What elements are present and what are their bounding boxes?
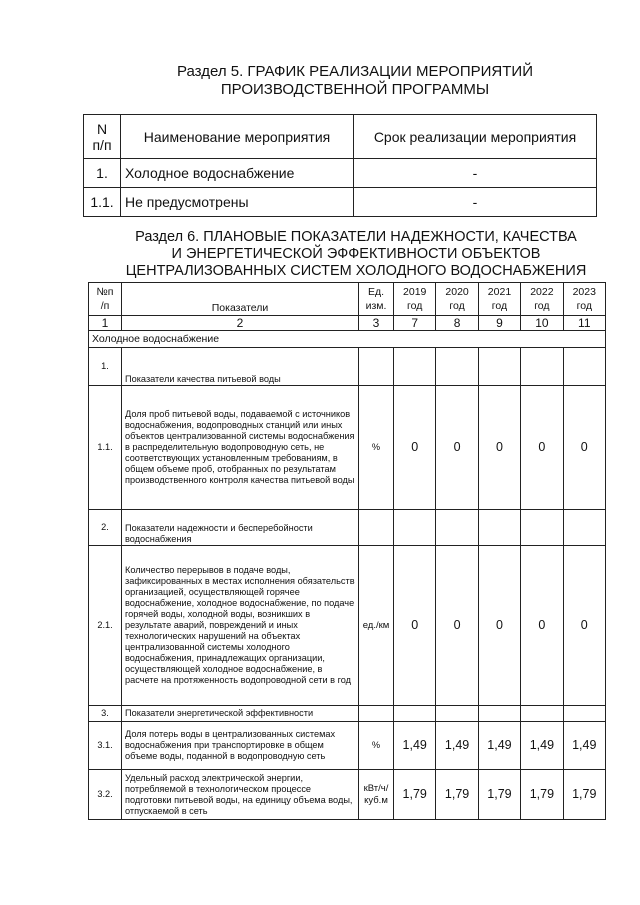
- indicators-header-name: Показатели: [122, 283, 359, 316]
- row-value: [521, 510, 563, 546]
- row-value: [563, 348, 605, 386]
- schedule-header-row: [84, 115, 597, 159]
- schedule-header-term: Срок реализации мероприятия: [354, 115, 597, 159]
- row-value: [394, 706, 436, 722]
- row-value: 1,79: [478, 770, 520, 820]
- row-value: 1,79: [563, 770, 605, 820]
- section6-title-line2: И ЭНЕРГЕТИЧЕСКОЙ ЭФФЕКТИВНОСТИ ОБЪЕКТОВ: [171, 246, 541, 262]
- schedule-num: 1.: [84, 159, 121, 188]
- year-header: [563, 283, 605, 316]
- table-row: [89, 546, 606, 706]
- row-num: 2.: [89, 510, 122, 546]
- row-num: 2.1.: [89, 546, 122, 706]
- row-num: 3.: [89, 706, 122, 722]
- year-label: 2023: [572, 286, 596, 298]
- year-suffix: год: [534, 300, 550, 312]
- row-name: Доля проб питьевой воды, подаваемой с источников водоснабжения, водопроводных станций или иных объектов централизованной системы водоснабжения в распределительную водопроводную сеть, не соответствующих установленным требованиям, в общем объеме проб, отобранных по результатам производственного контроля качества питьевой воды: [122, 386, 359, 510]
- row-value: [394, 348, 436, 386]
- indicators-header-unit-line2: изм.: [365, 300, 387, 312]
- schedule-name: Холодное водоснабжение: [121, 159, 354, 188]
- row-value: 1,79: [394, 770, 436, 820]
- row-name: Показатели энергетической эффективности: [122, 706, 359, 722]
- row-unit: [359, 510, 394, 546]
- year-suffix: год: [407, 300, 423, 312]
- section5-title: [150, 63, 560, 99]
- table-row: [89, 706, 606, 722]
- indicators-header-num-line1: №п: [96, 286, 114, 298]
- schedule-header-num-line1: N: [96, 120, 108, 137]
- section6-title-line1: Раздел 6. ПЛАНОВЫЕ ПОКАЗАТЕЛИ НАДЕЖНОСТИ, КАЧЕСТВА: [135, 229, 577, 245]
- row-value: 0: [478, 386, 520, 510]
- row-value: 0: [436, 546, 478, 706]
- table-row: [84, 188, 597, 217]
- row-num: 1.1.: [89, 386, 122, 510]
- year-suffix: год: [491, 300, 508, 312]
- indicators-header-num-line2: /п: [100, 300, 110, 312]
- table-row: [89, 348, 606, 386]
- year-header: [394, 283, 436, 316]
- table-row: [89, 722, 606, 770]
- row-value: 0: [521, 546, 563, 706]
- row-value: [563, 706, 605, 722]
- schedule-table: [83, 114, 597, 217]
- row-value: 1,49: [521, 722, 563, 770]
- row-value: 1,49: [478, 722, 520, 770]
- column-index: 3: [359, 316, 394, 331]
- row-unit: %: [359, 386, 394, 510]
- section-row: [89, 331, 606, 348]
- row-value: 0: [521, 386, 563, 510]
- row-value: [436, 510, 478, 546]
- row-name: Доля потерь воды в централизованных системах водоснабжения при транспортировке в общем объеме воды, поданной в водопроводную сеть: [122, 722, 359, 770]
- indicators-header-unit: [359, 283, 394, 316]
- indicators-header-unit-line1: Ед.: [367, 286, 385, 298]
- row-value: 0: [394, 546, 436, 706]
- column-index: 7: [394, 316, 436, 331]
- row-value: [478, 706, 520, 722]
- row-num: 1.: [89, 348, 122, 386]
- table-row: [89, 510, 606, 546]
- section5-title-line1: Раздел 5. ГРАФИК РЕАЛИЗАЦИИ МЕРОПРИЯТИЙ: [177, 63, 533, 80]
- indicators-header-row: [89, 283, 606, 316]
- row-value: [521, 348, 563, 386]
- row-value: 0: [478, 546, 520, 706]
- schedule-header-num: [84, 115, 121, 159]
- section5-title-line2: ПРОИЗВОДСТВЕННОЙ ПРОГРАММЫ: [220, 81, 490, 98]
- row-unit: %: [359, 722, 394, 770]
- row-value: [436, 706, 478, 722]
- column-index: 1: [89, 316, 122, 331]
- row-value: [394, 510, 436, 546]
- indicators-table: [88, 282, 606, 820]
- year-suffix: год: [576, 300, 592, 312]
- row-name: Количество перерывов в подаче воды, зафиксированных в местах исполнения обязательств организацией, осуществляющей горячее водоснабжение, холодное водоснабжение, по подаче горячей воды, холодной воды, возникших в результате аварий, повреждений и иных технологических нарушений на объектах централизованной системы холодного водоснабжения, принадлежащих организации, осуществляющей холодное водоснабжение, в расчете на протяженность водопроводной сети в год: [122, 546, 359, 706]
- row-unit: кВт/ч/куб.м: [359, 770, 394, 820]
- column-index: 10: [521, 316, 563, 331]
- row-value: 1,49: [394, 722, 436, 770]
- row-value: 0: [563, 386, 605, 510]
- year-header: [436, 283, 478, 316]
- row-unit: [359, 706, 394, 722]
- row-value: [478, 510, 520, 546]
- row-value: 0: [436, 386, 478, 510]
- year-label: 2022: [530, 286, 554, 298]
- row-name: Удельный расход электрической энергии, потребляемой в технологическом процессе подготовки питьевой воды, на единицу объема воды, отпускаемой в сеть: [122, 770, 359, 820]
- indicators-header-num: [89, 283, 122, 316]
- row-value: [521, 706, 563, 722]
- year-label: 2020: [445, 286, 469, 298]
- year-header: [521, 283, 563, 316]
- schedule-term: -: [354, 188, 597, 217]
- row-value: [478, 348, 520, 386]
- schedule-num: 1.1.: [84, 188, 121, 217]
- year-header: [478, 283, 520, 316]
- year-label: 2021: [487, 286, 512, 298]
- row-value: 1,49: [436, 722, 478, 770]
- table-row: [89, 770, 606, 820]
- table-row: [89, 386, 606, 510]
- year-label: 2019: [403, 286, 427, 298]
- row-unit: [359, 348, 394, 386]
- schedule-name: Не предусмотрены: [121, 188, 354, 217]
- column-index: 8: [436, 316, 478, 331]
- section-title: Холодное водоснабжение: [89, 331, 606, 348]
- row-num: 3.2.: [89, 770, 122, 820]
- section6-title-line3: ЦЕНТРАЛИЗОВАННЫХ СИСТЕМ ХОЛОДНОГО ВОДОСНАБЖЕНИЯ: [125, 263, 587, 279]
- row-name: Показатели надежности и бесперебойности водоснабжения: [122, 510, 359, 546]
- row-value: 1,49: [563, 722, 605, 770]
- row-value: [563, 510, 605, 546]
- row-unit: ед./км: [359, 546, 394, 706]
- column-index: 9: [478, 316, 520, 331]
- column-index: 2: [122, 316, 359, 331]
- schedule-term: -: [354, 159, 597, 188]
- row-value: 0: [563, 546, 605, 706]
- column-index: 11: [563, 316, 605, 331]
- year-suffix: год: [449, 300, 465, 312]
- table-row: [84, 159, 597, 188]
- row-value: [436, 348, 478, 386]
- row-num: 3.1.: [89, 722, 122, 770]
- row-name: Показатели качества питьевой воды: [122, 348, 359, 386]
- row-value: 1,79: [436, 770, 478, 820]
- column-index-row: [89, 316, 606, 331]
- schedule-header-name: Наименование мероприятия: [121, 115, 354, 159]
- section6-title: [96, 229, 616, 280]
- row-value: 0: [394, 386, 436, 510]
- schedule-header-num-line2: п/п: [92, 136, 112, 153]
- row-value: 1,79: [521, 770, 563, 820]
